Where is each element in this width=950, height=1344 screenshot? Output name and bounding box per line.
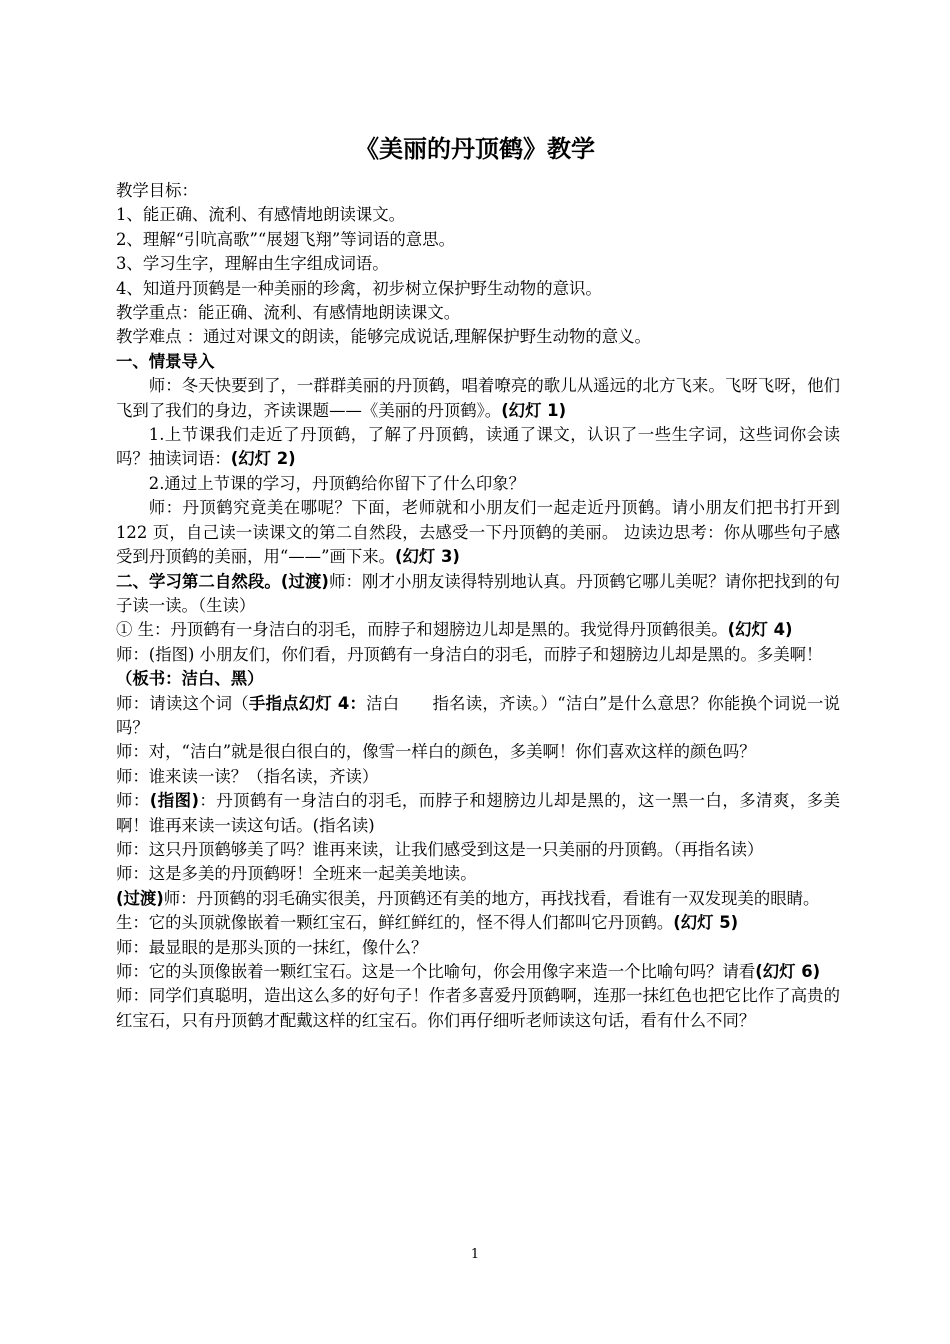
transition-marker: (过渡) [116,888,164,908]
section-heading-1: 一、情景导入 [116,351,215,371]
paragraph [116,692,840,741]
paragraph [116,618,840,642]
paragraph: 师：对，“洁白”就是很白很白的，像雪一样白的颜色，多美啊！你们喜欢这样的颜色吗？ [116,742,756,762]
paragraph-text: 师：刚才小朋友读得特别地认真。丹顶鹤它哪儿美呢？请你把找到的句子读一读。（生读） [116,571,841,615]
paragraph [116,374,840,423]
key-points: 教学重点：能正确、流利、有感情地朗读课文。 [116,303,461,323]
paragraph-text: 师：丹顶鹤究竟美在哪呢？下面，老师就和小朋友们一起走近丹顶鹤。请小朋友们把书打开到 122 页，自己读一读课文的第二自然段，去感受一下丹顶鹤的美丽。 边读边思考：你从哪些句子感受到丹顶鹤的美丽，用“——”画下来。 [116,498,840,567]
paragraph-text: 师：冬天快要到了，一群群美丽的丹顶鹤，唱着嘹亮的歌儿从遥远的北方飞来。飞呀飞呀，他们飞到了我们的身边，齐读课题——《美丽的丹顶鹤》。 [116,376,840,420]
slide-marker: (幻灯 1) [501,400,567,420]
paragraph [116,423,840,472]
paragraph-text: 洁白 指名读，齐读。）“洁白”是什么意思？你能换个词说一说吗？ [116,693,840,737]
paragraph: 师：这是多美的丹顶鹤呀！全班来一起美美地读。 [116,864,477,884]
paragraph: 师：(指图) 小朋友们，你们看，丹顶鹤有一身洁白的羽毛，而脖子和翅膀边儿却是黑的。多美啊！ [116,644,823,664]
slide-marker: (幻灯 6) [755,962,821,981]
paragraph-text: 师：它的头顶像嵌着一颗红宝石。这是一个比喻句，你会用像字来造一个比喻句吗？请看 [116,962,756,981]
paragraph-text: 师： [116,791,150,811]
slide-marker: (幻灯 3) [395,547,460,567]
objectives-heading: 教学目标： [116,181,198,200]
slide-marker: (幻灯 2) [230,449,296,469]
slide-marker: 手指点幻灯 4： [248,693,367,713]
slide-marker: (幻灯 4) [727,620,793,640]
paragraph-text: 师：请读这个词（ [116,693,249,713]
paragraph [116,960,840,984]
paragraph-text: 生：它的头顶就像嵌着一颗红宝石，鲜红鲜红的，怪不得人们都叫它丹顶鹤。 [116,913,674,933]
objective-item: 4、知道丹顶鹤是一种美丽的珍禽，初步树立保护野生动物的意识。 [116,278,602,298]
paragraph: 师：同学们真聪明，造出这么多的好句子！作者多喜爱丹顶鹤啊，连那一抹红色也把它比作了高贵的红宝石，只有丹顶鹤才配戴这样的红宝石。你们再仔细听老师读这句话，看有什么不同？ [116,986,840,1030]
board-writing: （板书：洁白、黑） [116,669,264,689]
paragraph-text: ：丹顶鹤有一身洁白的羽毛，而脖子和翅膀边儿却是黑的，这一黑一白，多清爽，多美啊！谁再来读一读这句话。(指名读) [116,791,841,835]
difficult-points: 教学难点 ：通过对课文的朗读，能够完成说话,理解保护野生动物的意义。 [116,327,651,347]
paragraph: 师：最显眼的是那头顶的一抹红，像什么？ [116,937,428,957]
section-heading-2 [116,570,840,619]
paragraph [116,887,840,911]
paragraph [116,911,840,935]
paragraph-text: 师：丹顶鹤的羽毛确实很美，丹顶鹤还有美的地方，再找找看，看谁有一双发现美的眼睛。 [163,888,820,908]
paragraph: 师：谁来读一读？（指名读，齐读） [116,766,379,786]
paragraph-text: ① 生：丹顶鹤有一身洁白的羽毛，而脖子和翅膀边儿却是黑的。我觉得丹顶鹤很美。 [116,620,728,640]
paragraph [116,496,840,569]
objective-item: 1、能正确、流利、有感情地朗读课文。 [116,205,406,225]
paragraph: 师：这只丹顶鹤够美了吗？谁再来读，让我们感受到这是一只美丽的丹顶鹤。（再指名读） [116,839,764,859]
slide-marker: (幻灯 5) [673,913,739,933]
objective-item: 2、理解“引吭高歌”“展翅飞翔”等词语的意思。 [116,229,455,249]
objective-item: 3、学习生字，理解由生字组成词语。 [116,254,389,274]
paragraph [116,789,840,838]
document-body [116,179,840,1033]
instruction-marker: (指图) [149,791,199,811]
paragraph: 2.通过上节课的学习，丹顶鹤给你留下了什么印象？ [148,473,526,493]
paragraph-text: 1.上节课我们走近了丹顶鹤，了解了丹顶鹤，读通了课文，认识了一些生字词，这些词你会读吗？抽读词语： [116,425,840,469]
page-title: 《美丽的丹顶鹤》教学 [355,135,595,163]
section-heading-text: 二、学习第二自然段。(过渡) [116,571,329,591]
page-number: 1 [470,1247,480,1262]
